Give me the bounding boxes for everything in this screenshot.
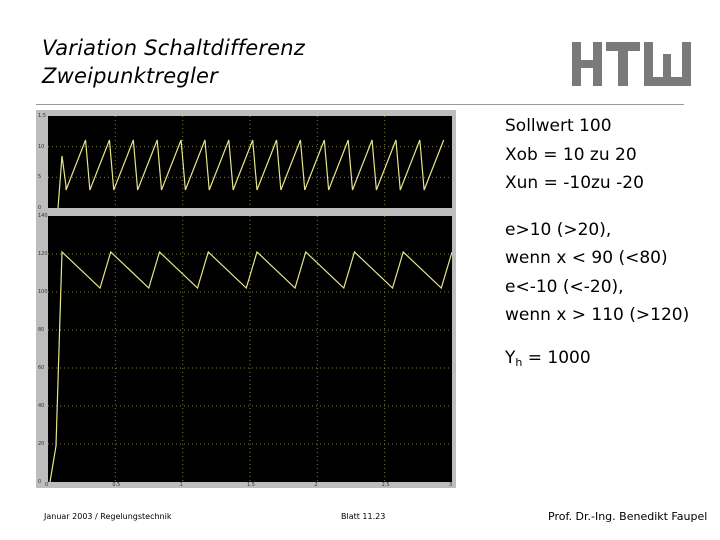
x-tick-label: 0	[45, 482, 49, 488]
note-xob: Xob = 10 zu 20	[505, 144, 637, 165]
scope-panel-top	[48, 116, 452, 208]
header-divider	[36, 104, 684, 105]
bottom-y-tick-label: 20	[38, 441, 45, 447]
top-y-tick-label: 1.5	[38, 113, 46, 119]
top-y-tick-label: 10	[38, 143, 45, 150]
bottom-y-tick-label: 120	[38, 251, 48, 257]
yh-label: Y	[505, 347, 516, 368]
bottom-y-tick-label: 100	[38, 289, 48, 295]
x-tick-label: 1.5	[247, 482, 255, 488]
bottom-signal-plot	[48, 216, 452, 482]
title-line-1: Variation Schaltdifferenz	[42, 36, 306, 60]
x-tick-label: 3	[449, 482, 453, 488]
bottom-signal-trace	[50, 252, 452, 482]
top-signal-trace	[58, 140, 444, 208]
note-xun: Xun = -10zu -20	[505, 173, 644, 193]
scope-screenshot	[36, 110, 456, 488]
note-cond-4: wenn x > 110 (>120)	[505, 305, 690, 325]
footer-center: Blatt 11.23	[341, 512, 386, 521]
x-tick-label: 0.5	[112, 482, 121, 488]
bottom-y-tick-label: 0	[38, 479, 42, 485]
x-tick-label: 2.5	[381, 482, 390, 488]
notes-block	[505, 112, 689, 377]
yh-value: = 1000	[522, 347, 591, 368]
footer-left: Januar 2003 / Regelungstechnik	[44, 512, 172, 521]
htw-logo	[572, 40, 692, 88]
footer-right: Prof. Dr.-Ing. Benedikt Faupel	[548, 510, 708, 523]
x-tick-label: 1	[179, 482, 183, 488]
bottom-y-tick-label: 60	[38, 365, 45, 371]
x-tick-label: 2	[314, 482, 318, 488]
note-yh	[505, 344, 689, 378]
note-cond-2: wenn x < 90 (<80)	[505, 248, 668, 268]
note-sollwert: Sollwert 100	[505, 116, 612, 136]
bottom-y-tick-label: 40	[38, 403, 45, 409]
title-line-2: Zweipunktregler	[42, 64, 218, 88]
top-signal-plot	[48, 116, 452, 208]
yh-subscript: h	[515, 355, 523, 369]
scope-panel-bottom	[48, 216, 452, 482]
top-y-tick-label: 5	[38, 174, 42, 181]
note-cond-3: e<-10 (<-20),	[505, 276, 624, 297]
bottom-y-tick-label: 80	[38, 327, 45, 333]
top-y-tick-label: 0	[38, 205, 42, 211]
slide-title	[42, 34, 305, 90]
bottom-y-tick-label: 140	[38, 213, 48, 219]
note-cond-1: e>10 (>20),	[505, 219, 612, 240]
